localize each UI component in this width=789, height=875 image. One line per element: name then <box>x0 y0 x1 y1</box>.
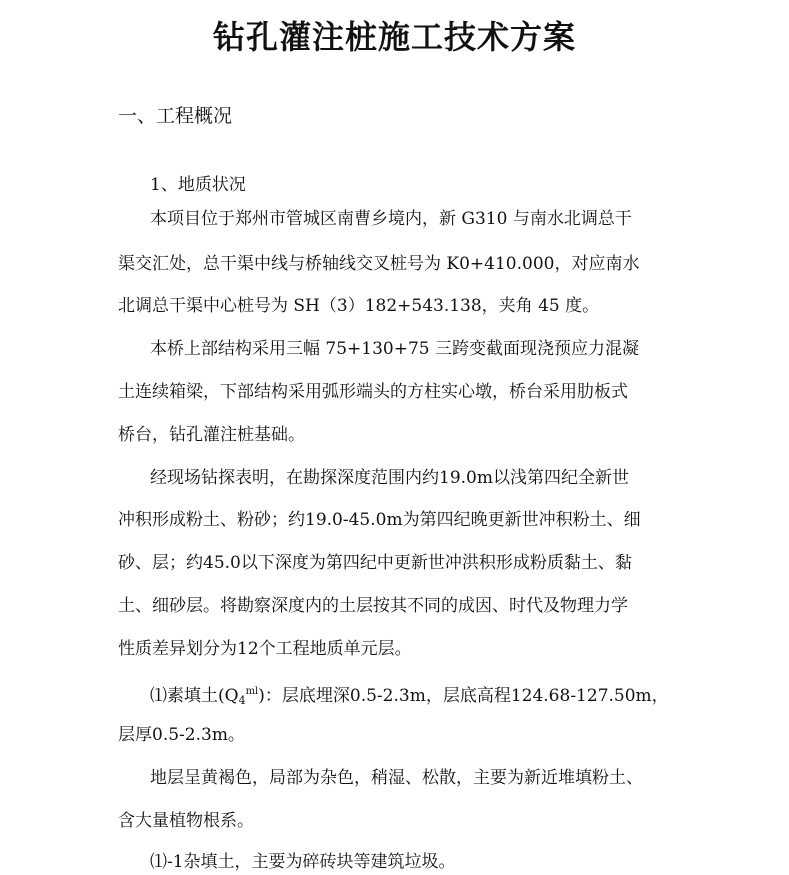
paragraph-line: 渠交汇处，总干渠中线与桥轴线交叉桩号为 K0+410.000，对应南水 <box>118 254 640 274</box>
subsection-heading: 1、地质状况 <box>150 175 246 195</box>
paragraph-line: 砂、层；约45.0以下深度为第四纪中更新世冲洪积形成粉质黏土、黏 <box>118 553 632 573</box>
paragraph-line: 土、细砂层。将勘察深度内的土层按其不同的成因、时代及物理力学 <box>118 596 628 616</box>
paragraph-line: 性质差异划分为12个工程地质单元层。 <box>118 639 412 659</box>
paragraph-line: 经现场钻探表明，在勘探深度范围内约19.0m以浅第四纪全新世 <box>150 468 629 488</box>
paragraph-line: 本项目位于郑州市管城区南曹乡境内，新 G310 与南水北调总干 <box>150 209 632 229</box>
soil-layer-prefix: ⑴素填土(Q <box>150 686 239 706</box>
document-title: 钻孔灌注桩施工技术方案 <box>212 18 576 56</box>
paragraph-line: 层厚0.5-2.3m。 <box>118 725 245 745</box>
paragraph-line: 北调总干渠中心桩号为 SH（3）182+543.138，夹角 45 度。 <box>118 296 600 316</box>
soil-layer-superscript: ml <box>245 686 259 697</box>
paragraph-line: 冲积形成粉土、粉砂；约19.0-45.0m为第四纪晚更新世冲积粉土、细 <box>118 510 641 530</box>
paragraph-line: 地层呈黄褐色，局部为杂色，稍湿、松散，主要为新近堆填粉土、 <box>150 768 643 788</box>
soil-layer-line <box>150 680 669 713</box>
paragraph-line: 含大量植物根系。 <box>118 811 254 831</box>
paragraph-line: 本桥上部结构采用三幅 75+130+75 三跨变截面现浇预应力混凝 <box>150 339 640 359</box>
section-heading: 一、工程概况 <box>118 105 233 127</box>
soil-layer-subscript: 4 <box>238 694 246 707</box>
paragraph-line: 桥台，钻孔灌注桩基础。 <box>118 425 305 445</box>
soil-layer-suffix: )：层底埋深0.5-2.3m，层底高程124.68-127.50m， <box>258 686 669 706</box>
paragraph-line: 土连续箱梁，下部结构采用弧形端头的方柱实心墩，桥台采用肋板式 <box>118 382 628 402</box>
paragraph-line: ⑴-1杂填土，主要为碎砖块等建筑垃圾。 <box>150 852 456 872</box>
